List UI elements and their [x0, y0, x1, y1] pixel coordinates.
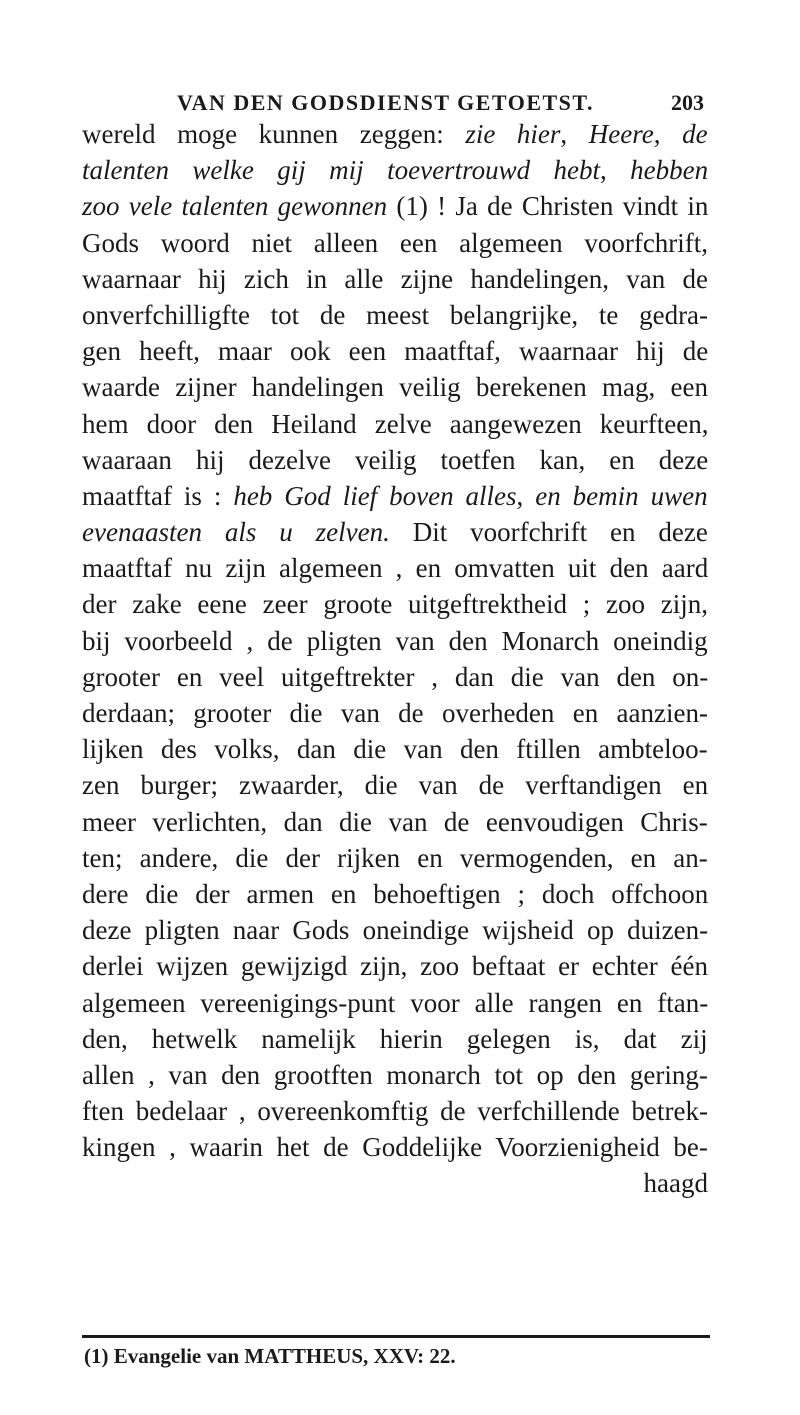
catchword: haagd — [643, 1168, 708, 1199]
text-line — [82, 152, 708, 188]
text-line — [82, 188, 708, 224]
running-title: VAN DEN GODSDIENST GETOETST. — [177, 90, 594, 115]
text-segment: gen heeft, maar ook een maatftaf, waarnaar hij de — [82, 336, 709, 367]
text-segment: waarnaar hij zich in alle zijne handelingen, van de — [82, 263, 709, 294]
text-segment: waaraan hij dezelve veilig toetfen kan, en deze — [82, 444, 709, 475]
text-segment: algemeen vereenigings-punt voor alle rangen en ftan- — [82, 987, 709, 1018]
text-segment: , — [516, 480, 536, 511]
text-segment: , — [599, 155, 631, 186]
italic-text: Heere — [588, 119, 654, 149]
text-line — [82, 659, 708, 695]
text-segment: ften bedelaar , overeenkomftig de verfchillende betrek- — [82, 1096, 708, 1127]
italic-text: de — [682, 119, 708, 149]
italic-text: en bemin uwen — [535, 480, 708, 511]
text-segment: grooter en veel uitgeftrekter , dan die van den on- — [82, 661, 709, 692]
text-segment: deze pligten naar Gods oneindige wijsheid op duizen- — [82, 915, 709, 946]
text-segment: derdaan; grooter die van de overheden en aanzien- — [82, 698, 708, 728]
body-text — [82, 116, 708, 1202]
text-segment: wereld moge kunnen zeggen: — [82, 119, 466, 149]
text-line — [82, 1057, 708, 1093]
text-segment: derlei wijzen gewijzigd zijn, zoo beftaat er echter één — [82, 951, 708, 982]
text-segment: den, hetwelk namelijk hierin gelegen is, dat zij — [82, 1023, 708, 1054]
text-line — [82, 1129, 708, 1165]
text-line — [82, 514, 708, 550]
text-line — [82, 116, 708, 152]
text-line — [82, 731, 708, 767]
text-segment: Dit voorfchrift en deze — [389, 517, 708, 548]
text-line — [82, 876, 708, 912]
page-number: 203 — [671, 90, 704, 115]
text-segment: , — [653, 119, 683, 149]
text-line — [82, 695, 708, 731]
italic-text: hebben — [630, 155, 709, 186]
italic-text: talenten welke gij mij toevertrouwd hebt — [82, 155, 600, 186]
footnote: (1) Evangelie van MATTHEUS, XXV: 22. — [84, 1344, 456, 1368]
text-line — [82, 985, 708, 1021]
italic-text: heb God lief boven alles — [233, 480, 517, 511]
text-segment: lijken des volks, dan die van den ftillen ambteloo- — [82, 734, 708, 765]
text-line — [82, 297, 708, 333]
text-segment: dere die der armen en behoeftigen ; doch offchoon — [82, 878, 709, 909]
text-line — [82, 1093, 708, 1129]
italic-text: zie hier — [465, 119, 561, 149]
text-line — [82, 406, 708, 442]
text-line — [82, 1021, 708, 1057]
text-segment: Gods woord niet alleen een algemeen voorfchrift, — [82, 227, 709, 258]
text-segment: der zake eene zeer groote uitgeftrektheid ; zoo zijn, — [82, 589, 708, 620]
text-segment: maatftaf nu zijn algemeen , en omvatten uit den aard — [82, 553, 709, 584]
text-segment: ten; andere, die der rijken en vermogenden, en an- — [82, 842, 708, 873]
text-segment: maatftaf is : — [82, 480, 234, 511]
text-line — [82, 912, 708, 948]
text-segment: onverfchilligfte tot de meest belangrijke, te gedra- — [82, 299, 709, 330]
text-line — [82, 369, 708, 405]
text-segment: (1) ! Ja de Christen vindt in — [387, 191, 709, 222]
text-line — [82, 261, 708, 297]
text-segment: zen burger; zwaarder, die van de verftandigen en — [82, 770, 709, 801]
text-segment: , — [560, 119, 589, 149]
text-line — [82, 840, 708, 876]
text-segment: waarde zijner handelingen veilig berekenen mag, een — [82, 372, 708, 403]
text-line — [82, 333, 708, 369]
footnote-rule — [82, 1335, 710, 1338]
text-segment: bij voorbeeld , de pligten van den Monarch oneindig — [82, 625, 708, 656]
text-line — [82, 804, 708, 840]
text-segment: hem door den Heiland zelve aangewezen keurfteen, — [82, 408, 709, 439]
text-segment: allen , van den grootften monarch tot op den gering- — [82, 1059, 708, 1090]
text-line — [82, 623, 708, 659]
text-line — [82, 948, 708, 984]
text-line — [82, 442, 708, 478]
text-segment: kingen , waarin het de Goddelijke Voorzienigheid be- — [82, 1132, 708, 1163]
italic-text: evenaasten als u zelven. — [82, 517, 390, 548]
text-line — [82, 478, 708, 514]
text-segment: meer verlichten, dan die van de eenvoudigen Chris- — [82, 806, 708, 837]
text-line — [82, 225, 708, 261]
text-line — [82, 550, 708, 586]
text-line — [82, 586, 708, 622]
italic-text: zoo vele talenten gewonnen — [82, 191, 388, 222]
text-line — [82, 767, 708, 803]
